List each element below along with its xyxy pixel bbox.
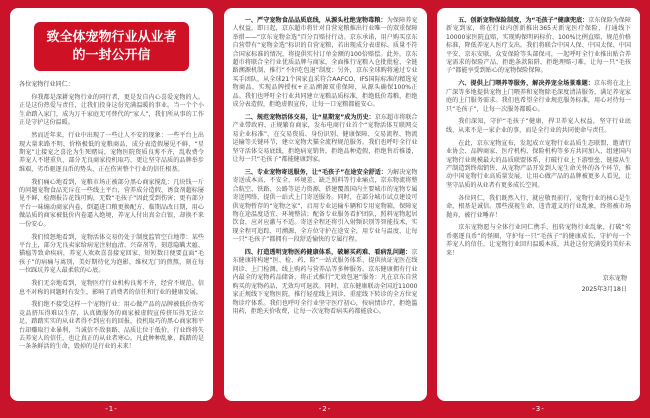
paragraph: 我们愤怒地看到，宠物活体交易仍处于制度监管空白地带：某些平台上，部分无良卖家给病宠注射血清、兴奋剂等，刻意隐瞒犬瘟、猫瘟等致命疾病，养宠人欢欢喜喜接宠回家，短短数日便要直面“毛孩子”的病痛与离别，美好期待化为泡影，维权无门的煎熬，刻在每一位踩坑养宠人最柔软的心底。 [19, 233, 204, 275]
page-number-1: -1- [105, 405, 118, 413]
paragraph: 我们绝不接受这样一个宠物行业：用心做产品的品牌被低价伪劣竞品挤压得难以生存，认真做服务的商家被虚假宣传挤压得无法立足，踏踏实实的从业者得不到应有的回报，投机取巧的黑心商家和平台却赚取行业暴利，当诚信不敌套路、品质让位于低价，行业终将失去养宠人的信任，也让真正的从业者寒心。凡此种种乱象，践踏的是一条条鲜活的生命，毁掉的是行业的未来！ [19, 301, 204, 351]
page-2 [224, 8, 427, 401]
section-body: 为保障养宠人权益，即日起，京东超市将针对自营宠粮推出行业唯一的双重保障举措——“京东宠物金选”百分百赔付行动。京东承诺，用户购买京东自营带有“宠物金选”标识的自营宠粮，若出现成分表虚标、质量不符合国家标准的情况，将提供实付订单金额的100倍赔偿。此外，京东超市将联合全行业优质品牌与商家，全面推行宠粮入仓批批检、全链路溯源机制，推行“不好吃包退”制度；另外，京东全球购将通过专业买手团队，从全球21个国家直采符合AAFCO、IFS国际标准的精选宠物商品，实现品牌授权+正品溯源双重保障，从源头确保100%正品。我们也呼吁全行业共同建立宠粮品质标准，拒绝低价毒粮，拒绝成分表造假，拒绝虚假宣传，让每一口宠粮都能安心。 [232, 17, 418, 109]
section-heading: 四、打造透明宠物医药健康体系，破解买药难、看病乱问题： [244, 249, 412, 257]
section-paragraph [233, 17, 418, 109]
page-number-3: -3- [532, 405, 545, 413]
paragraph: 我们无奈地看到，宠物医疗行业机构良莠不齐，经营不规范、信息不对称的问题时有发生，影响了消费者的信任和行业的健康发展。 [19, 280, 204, 296]
paragraph: 各位同仁，我们既然入行，就应敬畏前行，宠物行业的核心是生命，根基是诚信。那些漠视生命、违背道义的行业乱象，终将被市场抛弃，被行业唾弃！ [446, 194, 631, 219]
section-heading: 一、严守宠物食品品质底线，从源头杜绝宠物毒粮： [244, 17, 387, 24]
letter-title [34, 22, 189, 71]
salutation: 各位宠物行业同仁： [19, 81, 74, 89]
signature-date: 2025年3月18日 [581, 286, 627, 294]
section-body: 为解决宠物寄送成本高、不安全、环境差、缺乏照料等行业痛点，京东物流将整合航空、铁路、公路等运力资源，搭建覆盖国内主要城市的宠物专属寄送网络，提供一站式上门寄送服务。同时，在部分城市试点建设可供宠物暂存的“宠物之家”，启用专业运输车辆和专用宠物箱，保障宠物在途温度适宜、环境整洁；配备专业服务看护团队，照料宠物起居饮食，应对应激与不适。寄送全程还将引入射频识别等智能技术，实现全程可追踪、可溯源，全方位守护在途安全，用专业与温度，让每一只“毛孩子”都拥有一段舒适愉快的专属行程。 [232, 168, 418, 244]
section-heading: 六、提供上门喂养等服务，解决养宠全场景难题： [458, 80, 595, 88]
section-body: 京东将在北上广深等多地提供宠物上门喂养和宠物除毛深度清洁服务，满足养宠家庭的上门服务需求。我们也希望全行业规范服务标准，用心对待每一只“毛孩子”，让每一次服务都暖心。 [446, 80, 632, 113]
paragraph: 我们深知，守护“毛孩子”健康，捍卫养宠人权益，坚守行业底线，从来不是一家企业的事，而是全行业的共同使命与责任。 [446, 118, 631, 134]
paragraph: 京东宠物愿与全体行业同仁携手，扭转宠物行业乱象，打破“劣币驱逐良币”的怪圈，守护每一只“毛孩子”的健康成长，守护每一个养宠人的信任，让宠物行业回归温暖本质，共赴这份充满爱的美好未来！ [446, 224, 631, 257]
page-3-column [437, 8, 640, 418]
paragraph: 在此，京东宠物宣布，发起成立宠物行业品质生态联盟，邀请行业协会、品牌商家、医疗机构、保险机构等多方共同加入，组建国内宠物行业规模最大的品质联盟体系，打破行业上下游壁垒，链接从生产制造到终端销售、从宠物产品开发到人宠生命关怀的各个环节，推动中国宠物行业高质量发展，让用心做产品的品牌被更多人看见，让坚守品质的从业者有更多成长空间。 [446, 139, 631, 189]
signature-block [446, 274, 631, 296]
section-paragraph [233, 249, 418, 316]
section-heading: 三、专业宠物寄送服务，让“毛孩子”在途安全舒适： [244, 168, 387, 176]
section-body: 京东健康将构建“医、检、药、险”一站式服务体系，提供执证宠医在线问诊、上门检测、线上购药与营养品等多种服务。京东健康拥有行业内最全的宠物药品储备，将正式推行“无效包退”服务：凡在京东自营购买的宠物药品，无效均可退款。同时，京东健康联动全国近11000家正规线下宠物医院，推行轻症线上问诊、重症线下转诊的全方位宠物诊疗体系。我们也呼吁全行业坚守医疗初心，按病情诊疗，拒绝滥用药，拒绝天价收费，让每一次宠物看病买药都能放心。 [232, 249, 418, 315]
paragraph: 我们痛心地看到，宠粮市场正被部分黑心商家搅乱：几块钱一斤的问题宠物食品充斥在一些线上平台，营养成分造假、诱食剂超标屡见不鲜，检测报告花钱可购，无数“毛孩子”因此受到伤害；更有部分平台一味煽动商家内卷，倒逼进口粮更换配方、临期品改日期，用心做品质的商家被低价内卷逼入绝境，养宠人付出真金白银，却换不来一份安心。 [19, 178, 204, 228]
section-body: 京东超市将联合产业带政府、正规繁育商家，发布电商行业首个“宠物活体互联网交易企业标准”，在交易资质、身份识别、健康保障、交易流程、物流运输等关键环节，建立宠物犬猫全流程规范服务。我们也呼吁全行业坚守活体交易底线，拒绝病宠销售，拒绝品种造假，拒绝售后推诿，让每一只“毛孩子”都能健康到家。 [232, 113, 418, 163]
section-paragraph [233, 114, 418, 164]
page-2-column [224, 8, 427, 418]
section-paragraph [446, 17, 631, 76]
page-3 [437, 8, 640, 401]
page-number-2: -2- [318, 405, 332, 413]
paragraph: 你我都是深耕宠物行业的同行者，更是发自内心喜爱宠物的人。正是这份热爱与责任，让我们投身这份充满温暖的事业。当一个个小生命踏入家门，成为万千家庭无可替代的“家人”，我们所从事的工作正是守护这份温暖。 [19, 94, 204, 127]
section-paragraph [446, 80, 631, 114]
signature: 京东宠物 [602, 275, 627, 283]
letter-title-line1: 致全体宠物行业从业者 [46, 30, 177, 45]
page-1-column [10, 8, 213, 418]
section-body: 京东保险为保障新宠到家，将在行业内创新推出365天新宠医疗保险，打通线下10000家医院直赔，实现购保明码标价、100%比例直赔，规范价格标准，降低养宠人医疗支出。我们将联合中国人保、中国太保、中国平安、京东安联、众安保险等头部保司，一起呼吁全行业推出贴合养宠需求的保险产品，拒绝条款陷阱、拒绝理赔刁难，让每一只“毛孩子”都能享受到贴心的宠物保险保障。 [446, 17, 631, 75]
section-heading: 二、规范宠物活体交易，让“星期宠”成为历史： [244, 113, 375, 121]
page-1 [10, 8, 213, 401]
section-heading: 五、创新宠物保险制度，为“毛孩子”健康兜底： [458, 17, 589, 24]
section-paragraph [233, 169, 418, 245]
letter-title-line2: 的一封公开信 [72, 47, 151, 63]
paragraph: 然而近年来，行业中出现了一些让人不安的现象：一些平台上出现大量来路不明、价格极低的宠粮商品，成分表造假屡见不鲜，“星期宠”让接宠之喜沦为生死赌局，宠物医院资质良莠不齐，乱收费令养宠人不堪重负，部分无良商家投机取巧，更让坚守品质的品牌举步维艰，劣币驱逐良币的势头，正在伤害整个行业的信任根基。 [19, 132, 204, 173]
